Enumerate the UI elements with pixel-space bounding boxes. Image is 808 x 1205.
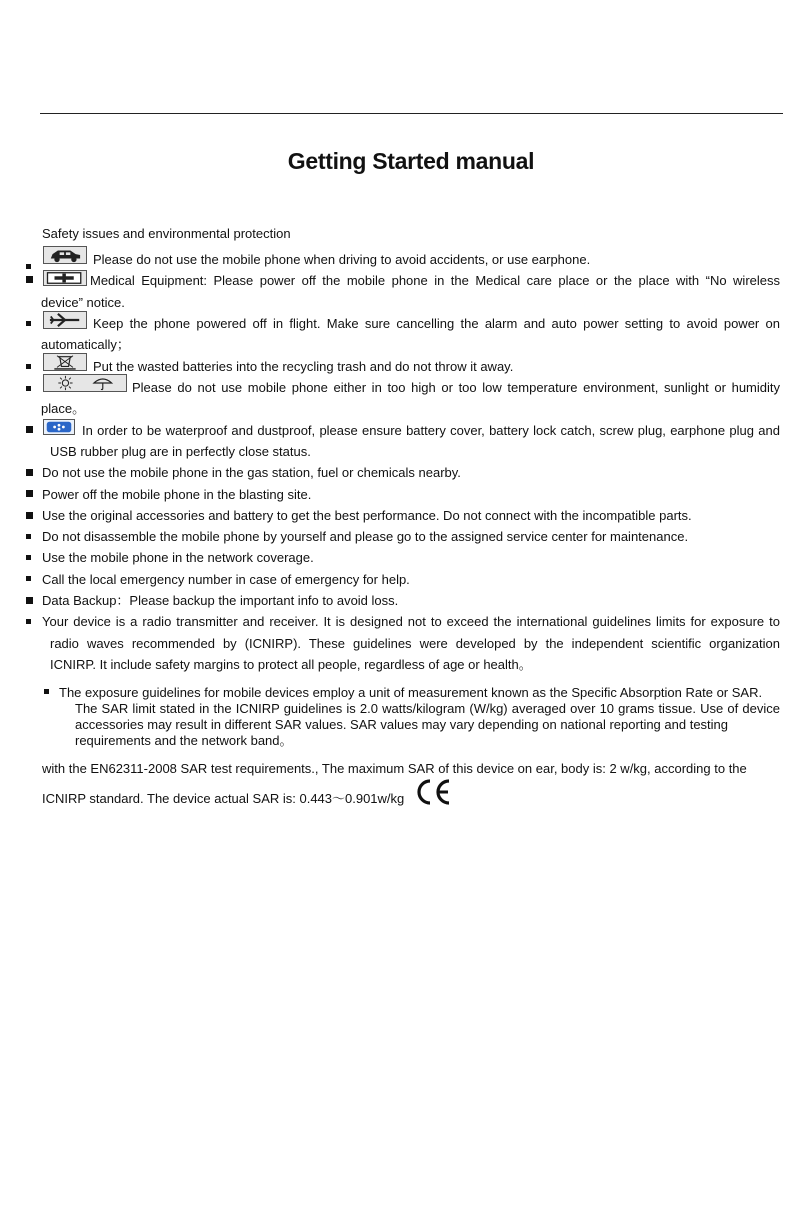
medical-equipment-icon (43, 270, 87, 286)
list-item: Medical Equipment: Please power off the mobile phone in the Medical care place or the place with “No wireless (90, 273, 780, 288)
list-item: Please do not use mobile phone either in too high or too low temperature environment, sunlight or humidity (132, 380, 780, 395)
bullet (26, 426, 33, 433)
list-item: Power off the mobile phone in the blasting site. (42, 487, 312, 502)
sar-paragraph-line: The SAR limit stated in the ICNIRP guidelines is 2.0 watts/kilogram (W/kg) averaged over 10 grams tissue. Use of device (75, 701, 780, 716)
list-item: Do not disassemble the mobile phone by yourself and please go to the assigned service center for maintenance. (42, 529, 689, 544)
recycle-bin-icon (43, 353, 87, 371)
bullet (26, 264, 31, 269)
waterproof-icon (43, 419, 75, 435)
list-item: Use the mobile phone in the network coverage. (42, 550, 314, 565)
bullet (26, 364, 31, 369)
bullet (26, 321, 31, 326)
car-icon (43, 246, 87, 264)
bullet (26, 386, 31, 391)
bullet (26, 619, 31, 624)
sar-paragraph-line: requirements and the network band。 (75, 733, 293, 748)
list-item: Please do not use the mobile phone when driving to avoid accidents, or use earphone. (93, 252, 591, 267)
bullet (26, 276, 33, 283)
list-item-continuation: radio waves recommended by (ICNIRP). These guidelines were developed by the independent scientific organization (50, 636, 780, 651)
list-item: Do not use the mobile phone in the gas station, fuel or chemicals nearby. (42, 465, 461, 480)
bullet (26, 512, 33, 519)
list-item: In order to be waterproof and dustproof, please ensure battery cover, battery lock catch, screw plug, earphone plug and (82, 423, 780, 438)
bullet (26, 576, 31, 581)
list-item-continuation: ICNIRP. It include safety margins to protect all people, regardless of age or health。 (50, 657, 532, 672)
umbrella-icon (94, 379, 112, 390)
ce-mark-logo (412, 777, 454, 807)
bullet (26, 555, 31, 560)
list-item-continuation: place。 (41, 401, 86, 416)
list-item: Keep the phone powered off in flight. Make sure cancelling the alarm and auto power setting to avoid power on (93, 316, 780, 331)
header-rule (40, 113, 783, 114)
bullet (26, 469, 33, 476)
temperature-icon-group (43, 374, 127, 392)
sar-paragraph-line: accessories may result in different SAR values. SAR values may vary depending on national reporting and testing (75, 717, 729, 732)
footer-line: with the EN62311-2008 SAR test requirements., The maximum SAR of this device on ear, body is: 2 w/kg, according to the (42, 761, 747, 776)
list-item: Your device is a radio transmitter and receiver. It is designed not to exceed the international guidelines limits for exposure to (42, 614, 780, 629)
intro-heading: Safety issues and environmental protection (42, 226, 291, 241)
list-item: Use the original accessories and battery to get the best performance. Do not connect with the incompatible parts. (42, 508, 692, 523)
list-item-continuation: device” notice. (41, 295, 125, 310)
bullet (26, 534, 31, 539)
list-item: Data Backup：Please backup the important info to avoid loss. (42, 593, 399, 608)
list-item-continuation: USB rubber plug are in perfectly close status. (50, 444, 311, 459)
bullet (26, 597, 33, 604)
footer-line: ICNIRP standard. The device actual SAR is: 0.443～0.901w/kg (42, 791, 405, 806)
page-title: Getting Started manual (287, 148, 535, 174)
bullet (26, 490, 33, 497)
airplane-icon (43, 311, 87, 329)
list-item-continuation: automatically； (41, 337, 130, 352)
list-item: Put the wasted batteries into the recycling trash and do not throw it away. (93, 359, 514, 374)
list-item: Call the local emergency number in case of emergency for help. (42, 572, 410, 587)
bullet (44, 689, 49, 694)
sun-icon (58, 376, 72, 390)
sar-paragraph-line: The exposure guidelines for mobile devices employ a unit of measurement known as the Specific Absorption Rate or SAR. (59, 685, 763, 700)
